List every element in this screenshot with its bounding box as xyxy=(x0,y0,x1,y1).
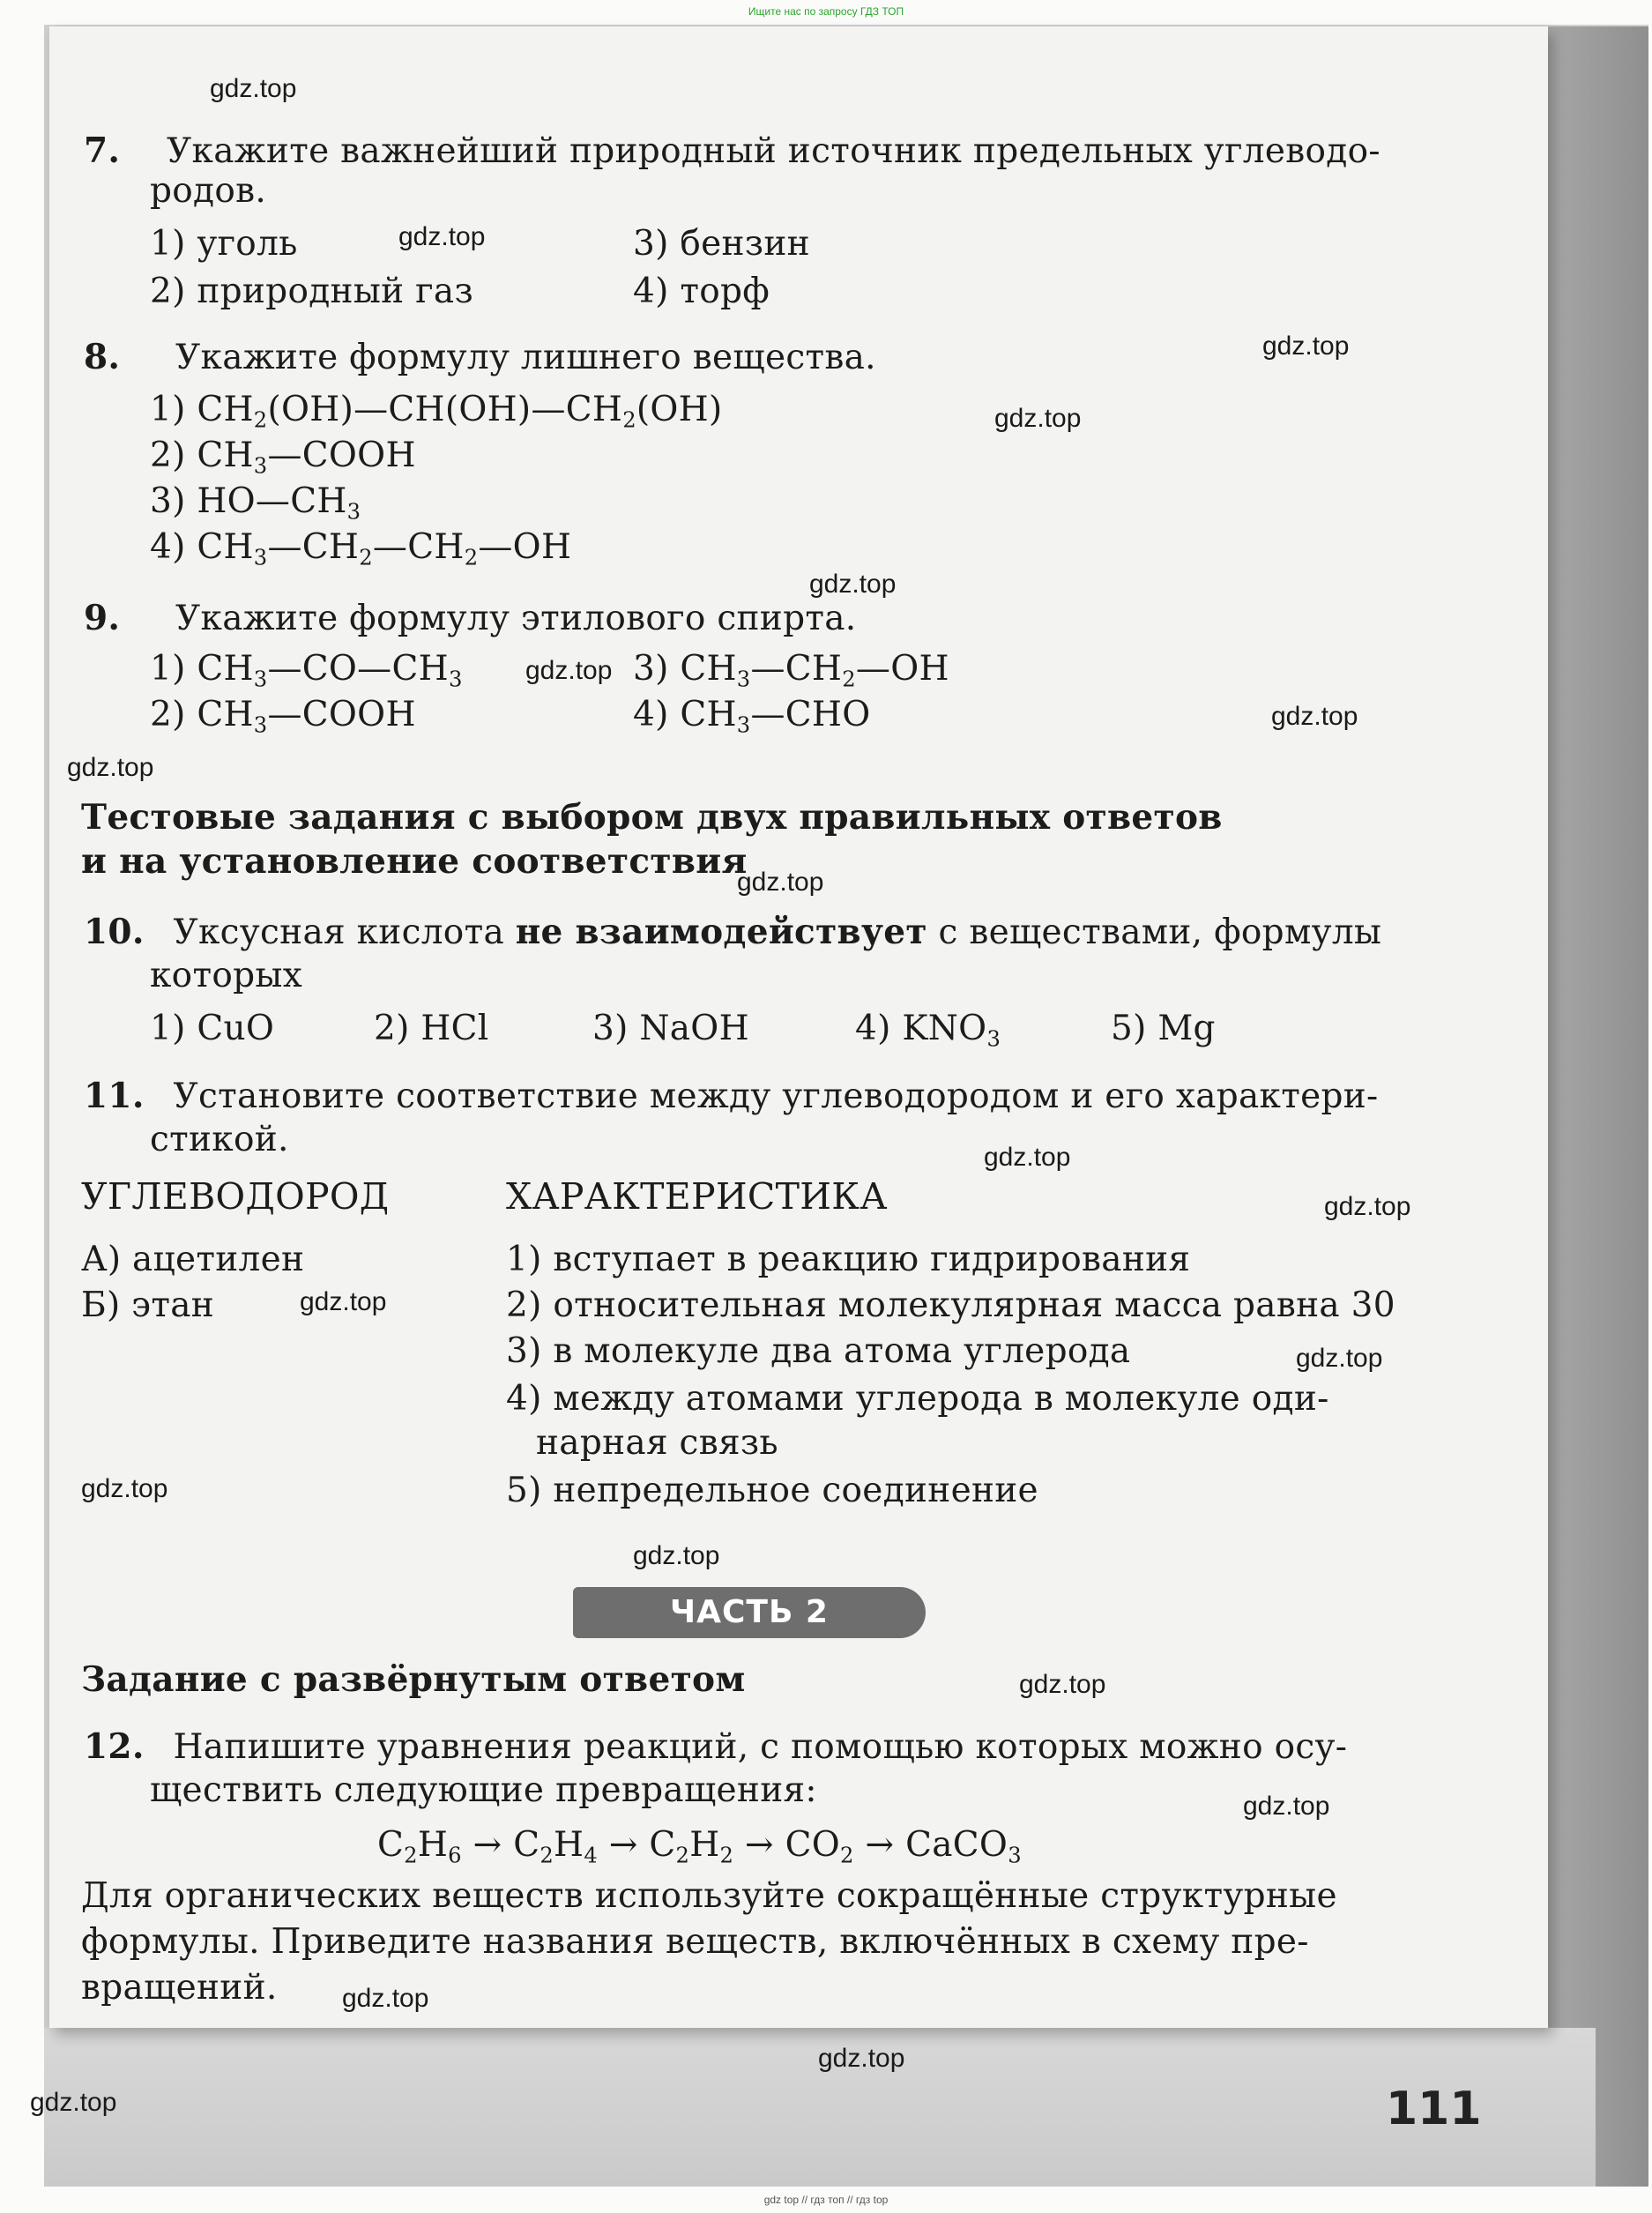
q9-number: 9. xyxy=(84,598,121,638)
q8-line1 xyxy=(84,335,876,380)
q10-number: 10. xyxy=(84,912,145,952)
q9-option-2: 2) $CH_3—COOH$ xyxy=(150,695,416,738)
q10-text-end: с веществами, формулы xyxy=(926,913,1382,952)
q12-line1 xyxy=(84,1725,1347,1770)
q11-line1 xyxy=(84,1074,1379,1119)
q10-option-5: 5) Mg xyxy=(1111,1009,1216,1048)
watermark: gdz.top xyxy=(342,1984,429,2013)
q11-right-3: 3) в молекуле два атома углерода xyxy=(506,1331,1131,1371)
header-search-link[interactable]: Ищите нас по запросу ГДЗ ТОП xyxy=(748,5,904,18)
watermark: gdz.top xyxy=(398,222,486,251)
watermark: gdz.top xyxy=(994,404,1082,433)
q8-number: 8. xyxy=(84,337,121,377)
q10-option-4: 4) $KNO_3$ xyxy=(855,1009,1001,1052)
section-heading-extended-answer: Задание с развёрнутым ответом xyxy=(81,1659,746,1700)
watermark: gdz.top xyxy=(1243,1792,1330,1821)
q10-option-1: 1) CuO xyxy=(150,1009,275,1048)
q12-text: Напишите уравнения реакций, с помощью которых можно осу- xyxy=(173,1727,1348,1767)
section-heading-two-answers-1: Тестовые задания с выбором двух правильных ответов xyxy=(81,797,1223,838)
watermark: gdz.top xyxy=(300,1287,387,1316)
q11-right-2: 2) относительная молекулярная масса равна 30 xyxy=(506,1285,1395,1325)
watermark: gdz.top xyxy=(818,2044,905,2073)
q11-left-a: А) ацетилен xyxy=(81,1240,305,1279)
q12-line2: ществить следующие превращения: xyxy=(150,1770,817,1810)
q8-text: Укажите формулу лишнего вещества. xyxy=(175,338,876,377)
watermark: gdz.top xyxy=(1296,1344,1383,1373)
watermark: gdz.top xyxy=(210,74,297,103)
q11-column-left-header: УГЛЕВОДОРОД xyxy=(81,1175,390,1218)
q11-line2: стикой. xyxy=(150,1120,289,1159)
watermark: gdz.top xyxy=(67,753,154,782)
watermark: gdz.top xyxy=(984,1143,1071,1172)
q9-option-4: 4) $CH_3—CHO$ xyxy=(633,695,871,738)
q10-option-3: 3) NaOH xyxy=(592,1009,749,1048)
watermark: gdz.top xyxy=(525,656,613,685)
q11-right-4a: 4) между атомами углерода в молекуле оди- xyxy=(506,1379,1329,1419)
q8-option-3: 3) $HO—CH_3$ xyxy=(150,481,361,525)
q7-option-3: 3) бензин xyxy=(633,224,810,264)
part-2-badge: ЧАСТЬ 2 xyxy=(573,1587,926,1638)
q12-note-line1: Для органических веществ используйте сокращённые структурные xyxy=(81,1876,1337,1916)
watermark: gdz.top xyxy=(81,1474,168,1503)
watermark: gdz.top xyxy=(809,570,897,599)
q11-number: 11. xyxy=(84,1076,145,1116)
q7-number: 7. xyxy=(84,130,121,171)
section-heading-two-answers-2: и на установление соответствия xyxy=(81,841,748,882)
q11-right-1: 1) вступает в реакцию гидрирования xyxy=(506,1240,1191,1279)
q10-option-2: 2) HCl xyxy=(374,1009,489,1048)
watermark: gdz.top xyxy=(1262,332,1350,361)
q12-note-line2: формулы. Приведите названия веществ, включённых в схему пре- xyxy=(81,1922,1309,1962)
q7-line1 xyxy=(84,129,1380,174)
q10-line2: которых xyxy=(150,956,303,995)
q9-option-3: 3) $CH_3—CH_2—OH$ xyxy=(633,649,949,692)
q11-right-4b: нарная связь xyxy=(536,1423,778,1463)
q11-right-5: 5) непредельное соединение xyxy=(506,1471,1038,1510)
q12-reaction-chain: $C_2H_6 \to C_2H_4 \to C_2H_2 \to CO_2$ → CaCO$_3$ xyxy=(377,1825,1022,1868)
q11-text: Установите соответствие между углеводородом и его характери- xyxy=(173,1077,1379,1116)
q7-option-2: 2) природный газ xyxy=(150,272,474,311)
q10-text-start: Уксусная кислота xyxy=(173,913,516,952)
q10-text-bold: не взаимодействует xyxy=(515,912,927,952)
watermark: gdz.top xyxy=(1019,1670,1106,1699)
q12-note-line3: вращений. xyxy=(81,1968,278,2008)
page-number: 111 xyxy=(1386,2083,1482,2135)
q9-line1 xyxy=(84,596,856,641)
watermark: gdz.top xyxy=(737,868,824,897)
q8-option-4: 4) $CH_3—CH_2—CH_2—OH$ xyxy=(150,527,572,570)
q7-text: Укажите важнейший природный источник предельных углеводо- xyxy=(167,131,1380,171)
q9-option-1: 1) $CH_3—CO—CH_3$ xyxy=(150,649,463,692)
q12-number: 12. xyxy=(84,1726,145,1767)
q11-left-b: Б) этан xyxy=(81,1285,215,1325)
watermark: gdz.top xyxy=(633,1541,720,1570)
q10-line1 xyxy=(84,910,1381,955)
q7-line2: родов. xyxy=(150,171,267,211)
footer-links[interactable]: gdz top // гдз топ // гдз top xyxy=(763,2194,889,2206)
q8-option-1: 1) $CH_2(OH)—CH(OH)—CH_2(OH)$ xyxy=(150,390,723,433)
watermark: gdz.top xyxy=(1271,702,1358,731)
watermark: gdz.top xyxy=(1324,1192,1411,1221)
q7-option-1: 1) уголь xyxy=(150,224,298,264)
watermark: gdz.top xyxy=(30,2088,117,2117)
q7-option-4: 4) торф xyxy=(633,272,770,311)
q8-option-2: 2) $CH_3—COOH$ xyxy=(150,436,416,479)
q9-text: Укажите формулу этилового спирта. xyxy=(175,599,857,638)
q11-column-right-header: ХАРАКТЕРИСТИКА xyxy=(506,1175,888,1218)
